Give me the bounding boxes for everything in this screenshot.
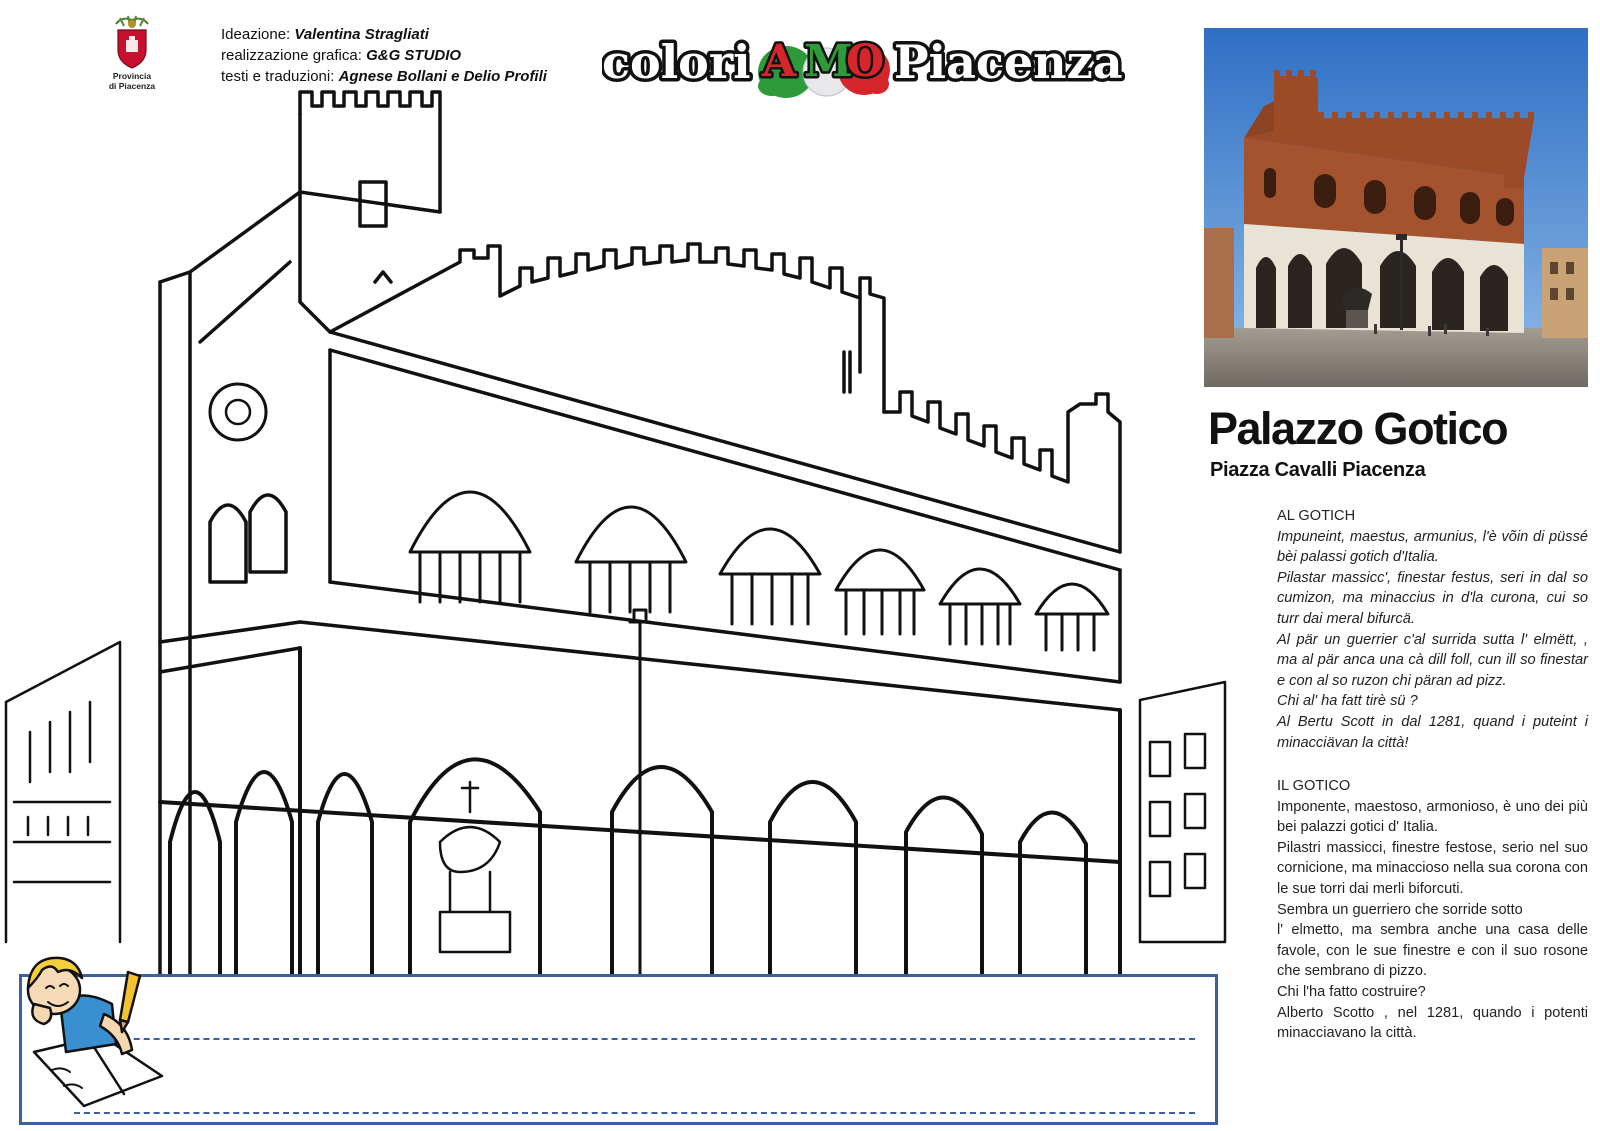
logo-word-piacenza: Piacenza — [894, 35, 1123, 89]
dialect-heading: AL GOTICH — [1277, 508, 1356, 524]
italian-paragraph: Pilastri massicci, finestre festose, serio nel suo cornicione, ma minaccioso nella sua corona con le sue torri dai merli biforcuti. — [1277, 839, 1588, 897]
kid-writing-mascot — [12, 948, 172, 1110]
street-lamp — [630, 610, 650, 982]
logo-word-colori: colori — [602, 35, 751, 89]
dialect-paragraph: Impuneint, maestus, armunius, l'è võin di püssé bèi palassi gotich d'Italia. — [1277, 528, 1588, 566]
page-subtitle: Piazza Cavalli Piacenza — [1210, 459, 1426, 481]
credits — [221, 24, 547, 87]
left-background-buildings — [6, 642, 120, 942]
credit-label: realizzazione grafica: — [221, 47, 367, 64]
crest-emblem-icon — [108, 14, 156, 70]
credit-value: Valentina Stragliati — [294, 26, 429, 43]
writing-box[interactable] — [19, 974, 1218, 1125]
italian-paragraph: Imponente, maestoso, armonioso, è uno dei più bei palazzi gotici d' Italia. — [1277, 798, 1588, 836]
italian-paragraph: l' elmetto, ma sembra anche una casa delle favole, con le sue finestre e con il suo rosone che sembrano di pizzo. — [1277, 922, 1588, 980]
dialect-paragraph: Al pär un guerrier c'al surrida sutta l' elmëtt, , ma al pär anca una cà dill foll, cun ill so finestar e con al so ruzon chi päran ad pizz. — [1277, 631, 1588, 689]
left-gable-facade — [160, 192, 330, 982]
dialect-paragraph: Chi al' ha fatt tirè sü ? — [1277, 693, 1418, 710]
credit-value: G&G STUDIO — [366, 47, 462, 64]
right-background-building — [1140, 682, 1225, 942]
italian-paragraph: Sembra un guerriero che sorride sotto — [1277, 901, 1523, 918]
logo-letter-a: A — [762, 36, 797, 87]
italian-text-block — [1277, 776, 1588, 1044]
page-title: Palazzo Gotico — [1208, 403, 1508, 454]
dialect-text-block — [1277, 506, 1588, 753]
credit-value: Agnese Bollani e Delio Profili — [338, 68, 547, 85]
credit-label: testi e traduzioni: — [221, 68, 339, 85]
dialect-paragraph: Pilastar massicc', finestar festus, seri in dal so cumizon, ma minaccius in d'la curona, cui so turr dai meral bifurcä. — [1277, 569, 1588, 627]
credit-label: Ideazione: — [221, 26, 295, 43]
italian-heading: IL GOTICO — [1277, 778, 1351, 794]
crest-label-line2: di Piacenza — [108, 81, 156, 91]
crest-label-line1: Provincia — [112, 71, 152, 81]
italian-paragraph: Chi l'ha fatto costruire? — [1277, 983, 1426, 1000]
upper-gothic-windows — [410, 492, 1108, 650]
writing-line — [74, 1038, 1195, 1040]
roof-crenellations — [330, 244, 1120, 570]
equestrian-statue — [440, 782, 510, 952]
palazzo-gotico-coloring-drawing — [0, 82, 1232, 982]
logo-letter-o: O — [846, 36, 885, 87]
left-tower — [300, 92, 440, 282]
credit-line-grafica — [221, 45, 547, 66]
logo-letter-m: M — [804, 36, 853, 87]
palazzo-gotico-photo — [1204, 28, 1588, 387]
writing-line — [74, 1112, 1195, 1114]
credit-line-ideazione — [221, 24, 547, 45]
italian-paragraph: Alberto Scotto , nel 1281, quando i potenti minacciavano la città. — [1277, 1004, 1588, 1042]
dialect-paragraph: Al Bertu Scott in dal 1281, quand i puteint i minacciävan la città! — [1277, 713, 1588, 751]
